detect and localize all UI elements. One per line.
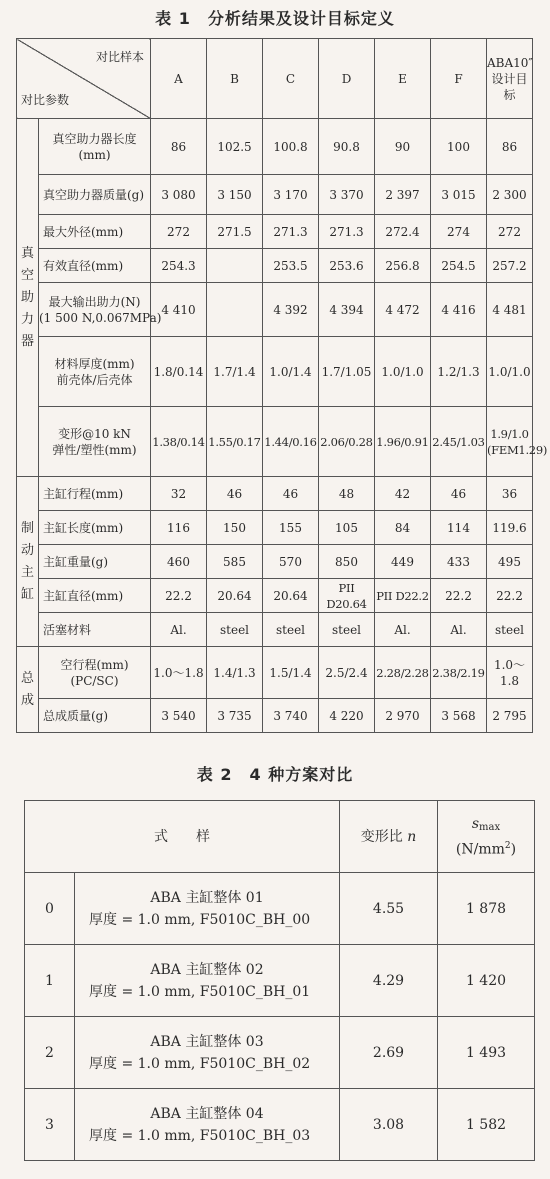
value-cell-f: 2.38/2.19 — [431, 647, 487, 699]
value-cell-f: 3 568 — [431, 699, 487, 733]
value-cell-b: 271.5 — [207, 215, 263, 249]
value-cell-f: 46 — [431, 477, 487, 511]
corner-top-label: 对比样本 — [95, 50, 144, 64]
table2-title: 表 2 4 种方案对比 — [196, 765, 354, 784]
value-cell-target — [487, 407, 548, 477]
value-cell-target: 36 — [487, 477, 533, 511]
parameter-label-cell — [39, 477, 151, 511]
parameter-label-line: 弹性/塑性(mm) — [52, 442, 137, 457]
ratio-header-var: n — [407, 828, 417, 845]
value-cell-a: 4 410 — [151, 283, 207, 337]
table2-row — [25, 873, 535, 945]
value-cell-d: 4 394 — [319, 283, 375, 337]
value-cell-c: 3 170 — [263, 175, 319, 215]
parameter-label-line: 最大输出助力(N) — [48, 294, 141, 309]
parameter-label-cell — [39, 545, 151, 579]
parameter-label-cell — [39, 407, 151, 477]
value-cell-e: 272.4 — [375, 215, 431, 249]
parameter-label-line: 真空助力器质量(g) — [43, 187, 145, 202]
value-cell-e: 1.0/1.0 — [375, 337, 431, 407]
value-cell-b: 1.55/0.17 — [207, 407, 263, 477]
value-cell-a: 116 — [151, 511, 207, 545]
value-cell-a: 1.38/0.14 — [151, 407, 207, 477]
table1-row — [17, 337, 533, 407]
value-cell-d: 1.7/1.05 — [319, 337, 375, 407]
value-cell-e: PII D22.2 — [375, 579, 431, 613]
table1-row — [17, 699, 533, 733]
parameter-label-cell — [39, 283, 162, 337]
value-cell-e: Al. — [375, 613, 431, 647]
value-cell-b — [207, 249, 263, 283]
scheme-name: ABA 主缸整体 01 — [150, 889, 264, 906]
parameter-label-line: 主缸行程(mm) — [43, 486, 124, 501]
parameter-label-line: 主缸重量(g) — [43, 554, 109, 569]
column-header-target — [487, 39, 533, 119]
column-header-d: D — [319, 39, 375, 119]
table1-row — [17, 613, 533, 647]
value-cell-d: 271.3 — [319, 215, 375, 249]
table1-title: 表 1 分析结果及设计目标定义 — [155, 9, 395, 28]
parameter-label-line: (1 500 N,0.067MPa) — [39, 310, 162, 325]
value-cell-c: 1.0/1.4 — [263, 337, 319, 407]
value-cell-c: 20.64 — [263, 579, 319, 613]
parameter-label-line: 活塞材料 — [43, 622, 92, 637]
value-cell-a: 32 — [151, 477, 207, 511]
smax-value-cell: 1 582 — [438, 1089, 535, 1161]
value-cell-d: 90.8 — [319, 119, 375, 175]
table1-row — [17, 175, 533, 215]
parameter-label-line: 最大外径(mm) — [43, 224, 124, 239]
ratio-value-cell: 3.08 — [340, 1089, 438, 1161]
value-cell-b: 102.5 — [207, 119, 263, 175]
target-value-line: 1.9/1.0 — [490, 426, 529, 441]
value-cell-c: 4 392 — [263, 283, 319, 337]
scheme-name-cell — [75, 873, 340, 945]
value-cell-b: 46 — [207, 477, 263, 511]
value-cell-c: 570 — [263, 545, 319, 579]
value-cell-c: 253.5 — [263, 249, 319, 283]
table1-row — [17, 283, 533, 337]
value-cell-b: 20.64 — [207, 579, 263, 613]
group-label-char: 动 — [20, 542, 34, 558]
parameter-label-cell — [39, 511, 151, 545]
value-cell-d: PII D20.64 — [319, 579, 375, 613]
value-cell-target: steel — [487, 613, 533, 647]
parameter-label-line: 主缸直径(mm) — [43, 588, 124, 603]
parameter-label-cell — [39, 119, 151, 175]
column-header-f: F — [431, 39, 487, 119]
target-header-line2: 设计目标 — [491, 71, 528, 102]
value-cell-d: 2.06/0.28 — [319, 407, 375, 477]
group-label-char: 缸 — [20, 586, 34, 602]
corner-header-cell — [17, 39, 151, 119]
scheme-index-cell: 0 — [25, 873, 75, 945]
value-cell-d: 253.6 — [319, 249, 375, 283]
value-cell-c: 1.5/1.4 — [263, 647, 319, 699]
value-cell-c: 155 — [263, 511, 319, 545]
value-cell-e: 4 472 — [375, 283, 431, 337]
ratio-header-cell — [340, 801, 438, 873]
ratio-value-cell: 4.55 — [340, 873, 438, 945]
smax-value-cell: 1 493 — [438, 1017, 535, 1089]
parameter-label-line: 真空助力器长度 — [52, 131, 137, 146]
group-label-char: 主 — [20, 564, 34, 580]
ratio-header-label: 变形比 — [360, 828, 403, 845]
value-cell-f: 433 — [431, 545, 487, 579]
table1-row — [17, 407, 533, 477]
value-cell-b: 3 150 — [207, 175, 263, 215]
value-cell-d: 48 — [319, 477, 375, 511]
ratio-value-cell: 4.29 — [340, 945, 438, 1017]
parameter-label-line: 空行程(mm) — [60, 657, 129, 672]
value-cell-f: 22.2 — [431, 579, 487, 613]
value-cell-a: 460 — [151, 545, 207, 579]
table1-row — [17, 545, 533, 579]
table2-row — [25, 945, 535, 1017]
parameter-label-cell — [39, 215, 151, 249]
value-cell-b: steel — [207, 613, 263, 647]
parameter-label-cell — [39, 613, 151, 647]
group-label-cell — [17, 119, 39, 477]
value-cell-d: 105 — [319, 511, 375, 545]
parameter-label-cell — [39, 699, 151, 733]
table1-row — [17, 477, 533, 511]
group-label-char: 助 — [20, 289, 34, 305]
value-cell-f: 254.5 — [431, 249, 487, 283]
value-cell-target: 272 — [487, 215, 533, 249]
value-cell-target: 495 — [487, 545, 533, 579]
analysis-results-table — [16, 38, 548, 733]
column-header-a: A — [151, 39, 207, 119]
scheme-name: ABA 主缸整体 03 — [150, 1033, 264, 1050]
scheme-index-cell: 2 — [25, 1017, 75, 1089]
value-cell-target: 86 — [487, 119, 533, 175]
value-cell-a: 1.0～1.8 — [151, 647, 207, 699]
value-cell-f: 2.45/1.03 — [431, 407, 487, 477]
value-cell-e: 256.8 — [375, 249, 431, 283]
table1-row — [17, 511, 533, 545]
parameter-label-cell — [39, 579, 151, 613]
scheme-name-cell — [75, 1017, 340, 1089]
value-cell-e: 1.96/0.91 — [375, 407, 431, 477]
scheme-thickness: 厚度 = 1.0 mm, F5010C_BH_01 — [89, 983, 311, 1000]
value-cell-target: 22.2 — [487, 579, 533, 613]
value-cell-e: 42 — [375, 477, 431, 511]
value-cell-a: 3 080 — [151, 175, 207, 215]
smax-value-cell: 1 878 — [438, 873, 535, 945]
value-cell-f: 3 015 — [431, 175, 487, 215]
parameter-label-cell — [39, 175, 151, 215]
value-cell-b: 3 735 — [207, 699, 263, 733]
column-header-e: E — [375, 39, 431, 119]
scheme-name-cell — [75, 1089, 340, 1161]
table2-header-row — [25, 801, 535, 873]
value-cell-f: Al. — [431, 613, 487, 647]
value-cell-a: 3 540 — [151, 699, 207, 733]
group-label-char: 真 — [20, 245, 34, 261]
scheme-name: ABA 主缸整体 04 — [150, 1105, 264, 1122]
scheme-name: ABA 主缸整体 02 — [150, 961, 264, 978]
value-cell-target: 1.0/1.0 — [487, 337, 533, 407]
group-label-char: 成 — [20, 692, 34, 708]
value-cell-f: 100 — [431, 119, 487, 175]
value-cell-target: 4 481 — [487, 283, 533, 337]
value-cell-e: 2 970 — [375, 699, 431, 733]
smax-value-cell: 1 420 — [438, 945, 535, 1017]
value-cell-b — [207, 283, 263, 337]
value-cell-target: 2 300 — [487, 175, 533, 215]
smax-header-cell — [438, 801, 535, 873]
value-cell-a: 272 — [151, 215, 207, 249]
value-cell-d: 850 — [319, 545, 375, 579]
value-cell-d: steel — [319, 613, 375, 647]
group-label-cell — [17, 477, 39, 647]
value-cell-c: 271.3 — [263, 215, 319, 249]
table1-header-row — [17, 39, 533, 119]
value-cell-c: 46 — [263, 477, 319, 511]
smax-unit: $(N/mm^2)$ — [455, 840, 517, 858]
value-cell-e: 2 397 — [375, 175, 431, 215]
value-cell-b: 1.7/1.4 — [207, 337, 263, 407]
value-cell-target: 119.6 — [487, 511, 533, 545]
value-cell-b: 150 — [207, 511, 263, 545]
group-label-char: 总 — [20, 670, 34, 686]
value-cell-d: 4 220 — [319, 699, 375, 733]
parameter-label-line: 材料厚度(mm) — [54, 356, 135, 371]
group-label-char: 空 — [20, 267, 34, 283]
value-cell-a: 254.3 — [151, 249, 207, 283]
style-header-cell: 式 样 — [25, 801, 340, 873]
value-cell-c: 100.8 — [263, 119, 319, 175]
column-header-b: B — [207, 39, 263, 119]
parameter-label-cell — [39, 647, 151, 699]
corner-bottom-label: 对比参数 — [21, 93, 70, 107]
scheme-thickness: 厚度 = 1.0 mm, F5010C_BH_02 — [89, 1055, 311, 1072]
value-cell-a: 1.8/0.14 — [151, 337, 207, 407]
group-label-char: 力 — [20, 311, 34, 327]
parameter-label-line: (PC/SC) — [70, 673, 119, 688]
table1-row — [17, 579, 533, 613]
column-header-c: C — [263, 39, 319, 119]
scheme-thickness: 厚度 = 1.0 mm, F5010C_BH_00 — [89, 911, 311, 928]
parameter-label-line: 总成质量(g) — [43, 708, 109, 723]
group-label-char: 制 — [20, 520, 34, 536]
value-cell-e: 2.28/2.28 — [375, 647, 431, 699]
table1-row — [17, 249, 533, 283]
ratio-value-cell: 2.69 — [340, 1017, 438, 1089]
table2-row — [25, 1017, 535, 1089]
table1-row — [17, 215, 533, 249]
target-value-line: (FEM1.29) — [487, 442, 548, 457]
value-cell-c: 3 740 — [263, 699, 319, 733]
table1-row — [17, 119, 533, 175]
parameter-label-line: 有效直径(mm) — [43, 258, 124, 273]
value-cell-d: 2.5/2.4 — [319, 647, 375, 699]
value-cell-d: 3 370 — [319, 175, 375, 215]
parameter-label-cell — [39, 337, 151, 407]
scheme-comparison-table — [24, 800, 535, 1161]
parameter-label-line: 主缸长度(mm) — [43, 520, 124, 535]
value-cell-c: steel — [263, 613, 319, 647]
target-header-line1: ABA10″ — [487, 55, 533, 70]
value-cell-a: Al. — [151, 613, 207, 647]
smax-symbol: $s_{max}$ — [471, 815, 501, 833]
value-cell-a: 22.2 — [151, 579, 207, 613]
value-cell-a: 86 — [151, 119, 207, 175]
value-cell-f: 274 — [431, 215, 487, 249]
parameter-label-line: 变形@10 kN — [58, 426, 131, 441]
value-cell-b: 585 — [207, 545, 263, 579]
group-label-char: 器 — [20, 333, 34, 349]
value-cell-c: 1.44/0.16 — [263, 407, 319, 477]
scheme-thickness: 厚度 = 1.0 mm, F5010C_BH_03 — [89, 1127, 311, 1144]
value-cell-target: 257.2 — [487, 249, 533, 283]
scheme-index-cell: 3 — [25, 1089, 75, 1161]
table2-row — [25, 1089, 535, 1161]
scheme-name-cell — [75, 945, 340, 1017]
value-cell-e: 84 — [375, 511, 431, 545]
value-cell-f: 114 — [431, 511, 487, 545]
value-cell-e: 449 — [375, 545, 431, 579]
group-label-cell — [17, 647, 39, 733]
parameter-label-line: 前壳体/后壳体 — [56, 372, 133, 387]
value-cell-b: 1.4/1.3 — [207, 647, 263, 699]
parameter-label-line: (mm) — [78, 147, 111, 162]
parameter-label-cell — [39, 249, 151, 283]
value-cell-target: 2 795 — [487, 699, 533, 733]
value-cell-f: 4 416 — [431, 283, 487, 337]
scheme-index-cell: 1 — [25, 945, 75, 1017]
value-cell-target: 1.0～1.8 — [487, 647, 533, 699]
table1-row — [17, 647, 533, 699]
value-cell-e: 90 — [375, 119, 431, 175]
value-cell-f: 1.2/1.3 — [431, 337, 487, 407]
